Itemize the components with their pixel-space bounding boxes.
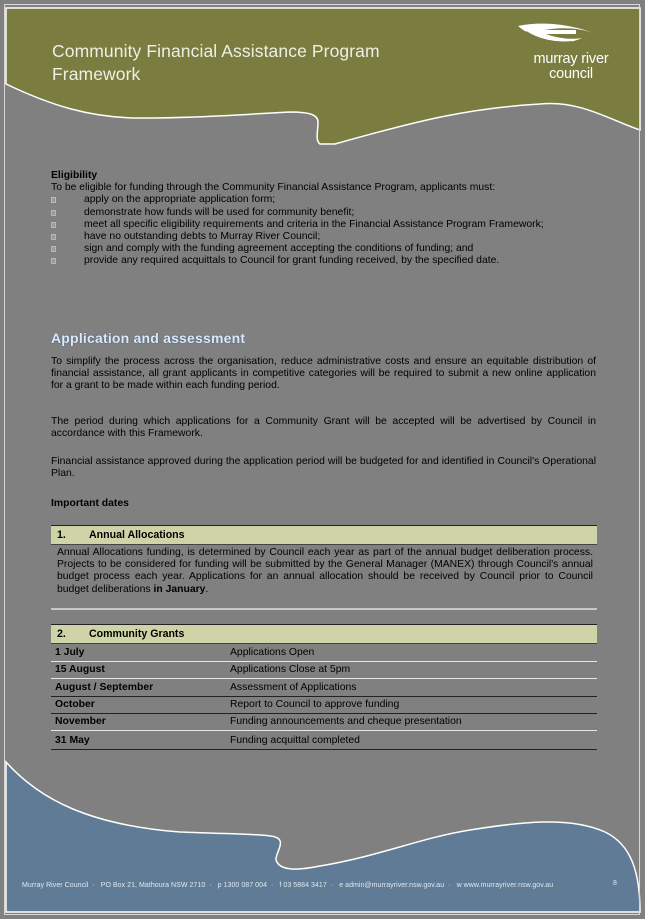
- application-heading: Application and assessment: [51, 330, 246, 346]
- list-item-text: meet all specific eligibility requirements and criteria in the Financial Assistance Program Framework;: [84, 218, 544, 230]
- important-dates-label: Important dates: [51, 498, 129, 509]
- annual-allocations-text: Annual Allocations funding, is determined by Council each year as part of the annual budget deliberation process. Projects to be considered for funding will be submitted by the General Manager (MANEX) through Council's annual budget process each year. Applications for an annual allocation should be received by Council prior to Council budget deliberations: [57, 547, 593, 595]
- table-row: [51, 680, 597, 697]
- table-divider: [51, 608, 597, 610]
- row-event: Assessment of Applications: [230, 682, 357, 693]
- community-grants-title: Community Grants: [89, 628, 185, 640]
- list-item-text: demonstrate how funds will be used for community benefit;: [84, 206, 355, 218]
- bullet-icon: [51, 258, 56, 264]
- list-item: [51, 231, 596, 243]
- separator: ·: [448, 882, 451, 889]
- bullet-icon: [51, 222, 56, 228]
- annual-allocations-deadline: in January: [153, 583, 206, 595]
- table-row: [51, 662, 597, 679]
- footer-org: Murray River Council: [22, 882, 89, 889]
- table-row: [51, 733, 597, 750]
- footer-contact-line: [22, 882, 553, 889]
- list-item: [51, 255, 596, 267]
- annual-allocations-header: [51, 525, 597, 545]
- document-title: [52, 40, 472, 86]
- list-item-text: sign and comply with the funding agreement accepting the conditions of funding; and: [84, 243, 474, 255]
- eligibility-heading: Eligibility: [51, 170, 98, 181]
- separator: ·: [92, 882, 95, 889]
- footer-phone: p 1300 087 004: [217, 882, 268, 889]
- row-event: Funding announcements and cheque presentation: [230, 716, 462, 727]
- list-item: [51, 243, 596, 255]
- row-event: Funding acquittal completed: [230, 735, 360, 746]
- separator: ·: [209, 882, 212, 889]
- application-paragraph-1: To simplify the process across the organisation, reduce administrative costs and ensure an equitable distribution of financial assistance, all grant applicants in competitive categories will be required to submit a new online application for a grant to be made within each funding period.: [51, 356, 596, 392]
- logo-text-line-1: murray river: [533, 51, 609, 67]
- bullet-icon: [51, 197, 56, 203]
- table-row: [51, 697, 597, 714]
- footer-email-link[interactable]: e admin@murrayriver.nsw.gov.au: [339, 882, 445, 889]
- title-line-2: Framework: [52, 64, 141, 84]
- community-grants-header: [51, 624, 597, 644]
- logo-wordmark: [516, 52, 626, 82]
- list-item-text: have no outstanding debts to Murray River Council;: [84, 231, 321, 243]
- table-row: [51, 645, 597, 662]
- row-event: Report to Council to approve funding: [230, 699, 400, 710]
- row-date: 15 August: [55, 664, 105, 675]
- row-event: Applications Close at 5pm: [230, 664, 351, 675]
- row-date: 31 May: [55, 735, 90, 746]
- bullet-icon: [51, 234, 56, 240]
- river-leaf-logo-icon: [516, 22, 600, 50]
- row-date: October: [55, 699, 95, 710]
- eligibility-list: [51, 194, 596, 267]
- separator: ·: [271, 882, 274, 889]
- title-line-1: Community Financial Assistance Program: [52, 41, 380, 61]
- list-item-text: provide any required acquittals to Council for grant funding received, by the specified date.: [84, 255, 500, 267]
- application-paragraph-2: The period during which applications for a Community Grant will be accepted will be advertised by Council in accordance with this Framework.: [51, 416, 596, 440]
- annual-allocations-body: [57, 547, 593, 596]
- eligibility-intro: To be eligible for funding through the Community Financial Assistance Program, applicants must:: [51, 182, 496, 194]
- annual-allocations-number: 1.: [57, 529, 66, 541]
- application-paragraph-3: Financial assistance approved during the application period will be budgeted for and identified in Council's Operational Plan.: [51, 456, 596, 480]
- row-event: Applications Open: [230, 647, 315, 658]
- list-item-text: apply on the appropriate application form;: [84, 194, 276, 206]
- separator: ·: [330, 882, 334, 889]
- logo-text-line-2: council: [549, 66, 593, 82]
- page-number: 8: [613, 880, 617, 887]
- eligibility-section: [51, 170, 596, 268]
- bullet-icon: [51, 246, 56, 252]
- annual-allocations-text-end: .: [205, 583, 209, 595]
- list-item: [51, 194, 596, 206]
- table-row: [51, 714, 597, 731]
- page-footer: [0, 760, 645, 919]
- row-date: November: [55, 716, 106, 727]
- list-item: [51, 219, 596, 231]
- community-grants-number: 2.: [57, 628, 66, 640]
- page-header: [0, 0, 645, 150]
- footer-fax: f 03 5884 3417: [279, 882, 327, 889]
- footer-wave-band: [0, 760, 645, 919]
- annual-allocations-title: Annual Allocations: [89, 529, 185, 541]
- footer-address: PO Box 21, Mathoura NSW 2710: [100, 882, 206, 889]
- council-logo: [516, 22, 626, 86]
- list-item: [51, 207, 596, 219]
- footer-web-link[interactable]: w www.murrayriver.nsw.gov.au: [456, 882, 554, 889]
- row-date: 1 July: [55, 647, 85, 658]
- bullet-icon: [51, 210, 56, 216]
- row-date: August / September: [55, 682, 154, 693]
